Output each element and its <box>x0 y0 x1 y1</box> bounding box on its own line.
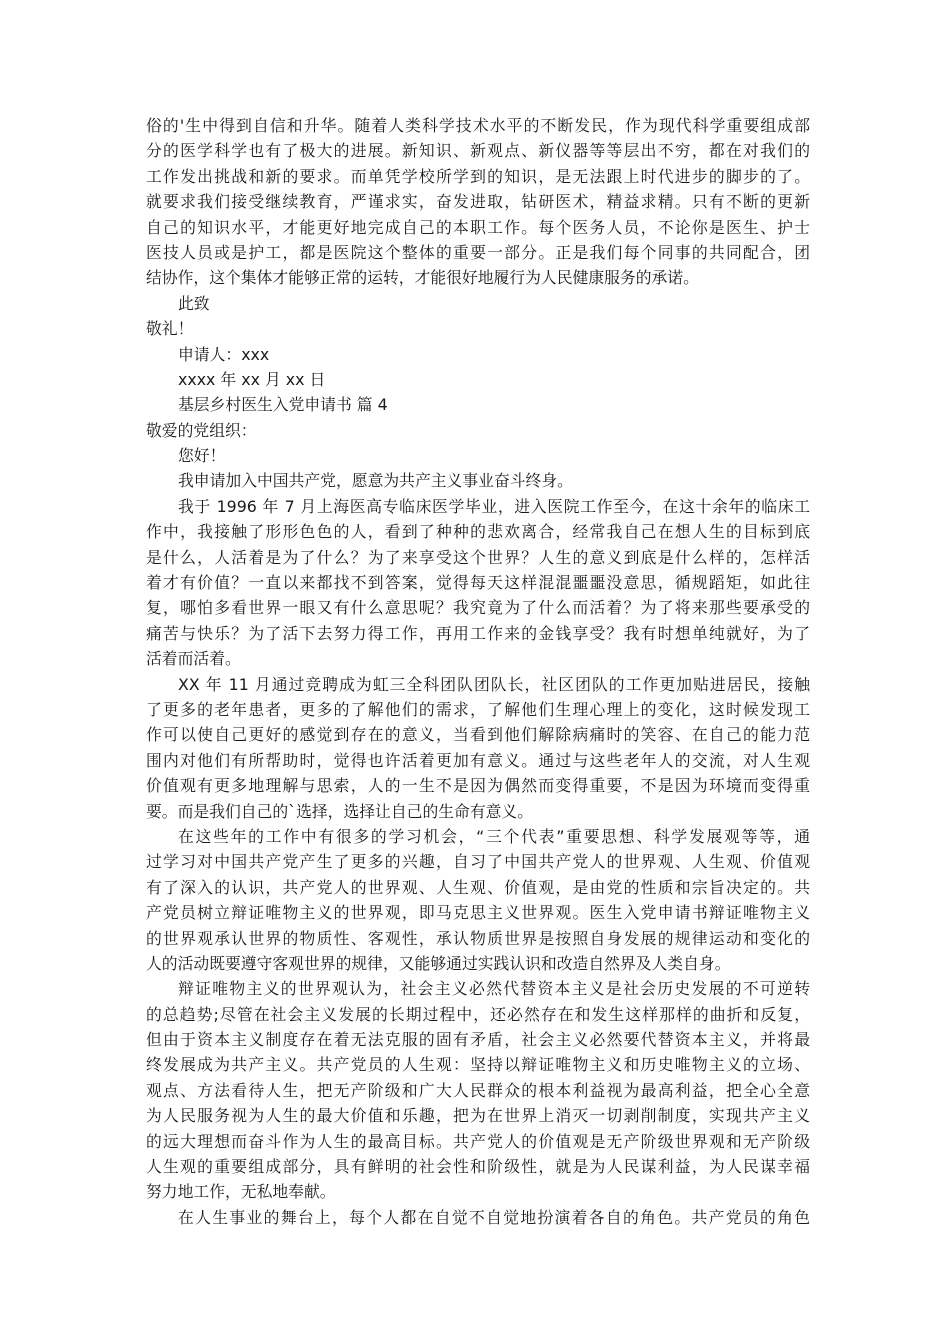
text-line: 终发展成为共产主义。共产党员的人生观：坚持以辩证唯物主义和历史唯物主义的立场、 <box>146 1055 810 1075</box>
text-line: 着才有价值？一直以来都找不到答案，觉得每天这样混混噩噩没意思，循规蹈矩，如此往 <box>146 573 810 593</box>
text-line: 但由于资本主义制度存在着无法克服的固有矛盾，社会主义必然要代替资本主义，并将最 <box>146 1030 810 1050</box>
text-line: 人生观的重要组成部分，具有鲜明的社会性和阶级性，就是为人民谋利益，为人民谋幸福 <box>146 1157 810 1177</box>
text-line: 此致 <box>178 293 210 313</box>
text-line: 了更多的老年患者，更多的了解他们的需求，了解他们生理心理上的变化，这时候发现工 <box>146 699 810 719</box>
text-line: XX 年 11 月通过竞聘成为虹三全科团队团队长，社区团队的工作更加贴进居民，接触 <box>178 674 810 694</box>
text-line: 基层乡村医生入党申请书 篇 4 <box>178 395 388 415</box>
text-line: 在人生事业的舞台上，每个人都在自觉不自觉地扮演着各自的角色。共产党员的角色 <box>178 1207 810 1227</box>
text-line: 痛苦与快乐？为了活下去努力得工作，再用工作来的金钱享受？我有时想单纯就好，为了 <box>146 623 810 643</box>
text-line: 俗的'生中得到自信和升华。随着人类科学技术水平的不断发民，作为现代科学重要组成部 <box>146 116 811 135</box>
text-line: 我于 1996 年 7 月上海医高专临床医学毕业，进入医院工作至今，在这十余年的临床工 <box>178 496 810 516</box>
text-line: 复，哪怕多看世界一眼又有什么意思呢？我究竟为了什么而活着？为了将来那些要承受的 <box>146 598 810 618</box>
text-line: 观点、方法看待人生，把无产阶级和广大人民群众的根本利益视为最高利益，把全心全意 <box>146 1080 810 1100</box>
text-line: 产党员树立辩证唯物主义的世界观，即马克思主义世界观。医生入党申请书辩证唯物主义 <box>146 903 810 923</box>
document-page <box>146 113 810 1230</box>
text-line: 是什么，人活着是为了什么？为了来享受这个世界？人生的意义到底是什么样的，怎样活 <box>146 547 810 567</box>
text-line: 为人民服务视为人生的最大价值和乐趣，把为在世界上消灭一切剥削制度，实现共产主义 <box>146 1106 810 1126</box>
text-line: 围内对他们有所帮助时，觉得也许活着更加有意义。通过与这些老年人的交流，对人生观 <box>146 750 810 770</box>
text-line: 人的活动既要遵守客观世界的规律，又能够通过实践认识和改造自然界及人类自身。 <box>146 953 731 973</box>
text-line: 在这些年的工作中有很多的学习机会，“三个代表”重要思想、科学发展观等等，通 <box>178 826 810 846</box>
text-line: 的世界观承认世界的物质性、客观性，承认物质世界是按照自身发展的规律运动和变化的 <box>146 928 810 948</box>
text-line: xxxx 年 xx 月 xx 日 <box>178 369 326 389</box>
text-line: 我申请加入中国共产党，愿意为共产主义事业奋斗终身。 <box>178 471 573 491</box>
text-line: 敬爱的党组织： <box>146 420 257 440</box>
text-line: 作可以使自己更好的感觉到存在的意义，当看到他们解除病痛时的笑容、在自己的能力范 <box>146 725 810 745</box>
text-line: 敬礼！ <box>146 319 194 339</box>
text-line: 活着而活着。 <box>146 649 241 669</box>
text-line: 辩证唯物主义的世界观认为，社会主义必然代替资本主义是社会历史发展的不可逆转 <box>178 979 810 999</box>
text-line: 您好！ <box>178 446 226 466</box>
text-line: 自己的知识水平，才能更好地完成自己的本职工作。每个医务人员，不论你是医生、护士 <box>146 217 810 237</box>
text-line: 工作发出挑战和新的要求。而单凭学校所学到的知识，是无法跟上时代进步的脚步的了。 <box>146 166 810 186</box>
text-line: 结协作，这个集体才能够正常的运转，才能很好地履行为人民健康服务的承诺。 <box>146 268 699 288</box>
text-line: 就要求我们接受继续教育，严谨求实，奋发进取，钻研医术，精益求精。只有不断的更新 <box>146 192 810 212</box>
text-line: 过学习对中国共产党产生了更多的兴趣，自习了中国共产党人的世界观、人生观、价值观 <box>146 852 810 872</box>
text-line: 作中，我接触了形形色色的人，看到了种种的悲欢离合，经常我自己在想人生的目标到底 <box>146 522 810 542</box>
text-line: 的远大理想而奋斗作为人生的最高目标。共产党人的价值观是无产阶级世界观和无产阶级 <box>146 1131 810 1151</box>
text-line: 申请人：xxx <box>178 344 270 364</box>
text-line: 努力地工作，无私地奉献。 <box>146 1182 336 1202</box>
text-line: 有了深入的认识，共产党人的世界观、人生观、价值观，是由党的性质和宗旨决定的。共 <box>146 877 810 897</box>
text-line: 医技人员或是护工，都是医院这个整体的重要一部分。正是我们每个同事的共同配合，团 <box>146 242 810 262</box>
text-line: 的总趋势;尽管在社会主义发展的长期过程中，还必然存在和发生这样那样的曲折和反复， <box>146 1004 810 1024</box>
text-line: 要。而是我们自己的`选择，选择让自己的生命有意义。 <box>146 801 534 821</box>
text-line: 分的医学科学也有了极大的进展。新知识、新观点、新仪器等等层出不穷，都在对我们的 <box>146 141 810 161</box>
text-line: 价值观有更多地理解与思索，人的一生不是因为偶然而变得重要，不是因为环境而变得重 <box>146 776 810 796</box>
